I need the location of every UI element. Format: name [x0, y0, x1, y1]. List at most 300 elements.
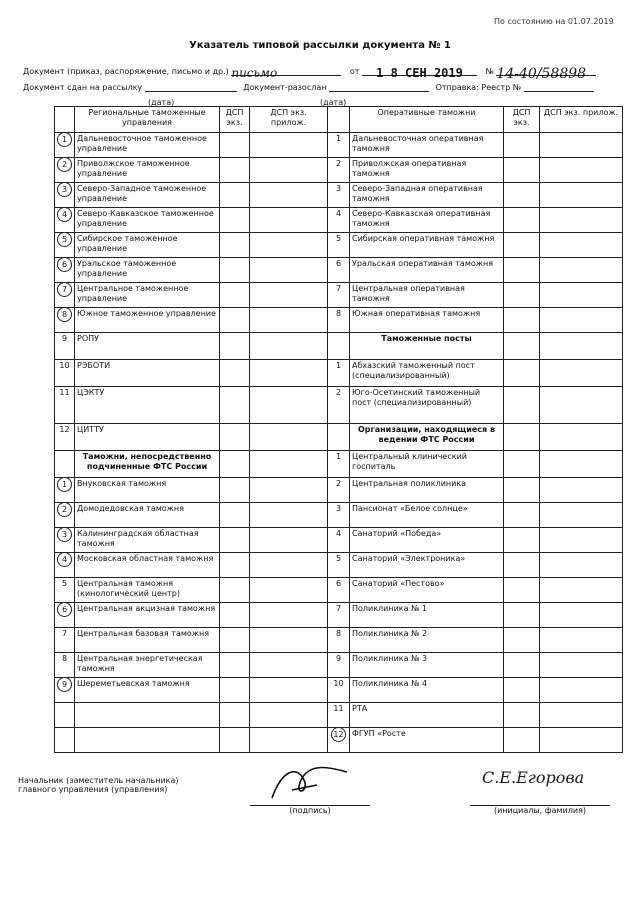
- document-line: [23, 66, 596, 82]
- right-number: [328, 603, 350, 628]
- right-number-text: 5: [335, 554, 342, 563]
- right-name: [350, 424, 504, 451]
- right-number: [328, 387, 350, 424]
- left-dsp-ekz: [220, 478, 250, 503]
- right-dsp-pril: [540, 333, 623, 360]
- right-name-text: Северо-Кавказская оперативная таможня: [352, 209, 491, 228]
- right-name: [350, 503, 504, 528]
- right-dsp-ekz: [504, 603, 540, 628]
- left-dsp-ekz: [220, 424, 250, 451]
- right-dsp-ekz: [504, 528, 540, 553]
- left-name-text: ЦИТТУ: [77, 425, 104, 434]
- right-dsp-ekz: [504, 283, 540, 308]
- left-dsp-ekz: [220, 360, 250, 387]
- head-label-line-2: главного управления (управления): [18, 785, 168, 794]
- left-dsp-ekz: [220, 283, 250, 308]
- head-label: [18, 776, 179, 794]
- table-row: [55, 703, 623, 728]
- col-header-dsp-ekz-right: ДСП экз.: [504, 107, 540, 133]
- left-number-text: 1: [57, 133, 72, 148]
- right-name-text: Приволжская оперативная таможня: [352, 159, 467, 178]
- right-name: [350, 678, 504, 703]
- right-name-text: Санаторий «Пестово»: [352, 579, 445, 588]
- right-number: [328, 703, 350, 728]
- left-name-text: Домодедовская таможня: [77, 504, 184, 513]
- right-name-text: Поликлиника № 1: [352, 604, 428, 613]
- distribution-table: [54, 106, 623, 753]
- right-dsp-ekz: [504, 553, 540, 578]
- left-name: [75, 387, 220, 424]
- right-name-text: Поликлиника № 2: [352, 629, 428, 638]
- left-name: [75, 308, 220, 333]
- right-number: [328, 728, 350, 753]
- right-number-text: 4: [335, 529, 342, 538]
- right-number-text: 10: [333, 679, 344, 688]
- right-name-text: Центральная оперативная таможня: [352, 284, 465, 303]
- right-dsp-pril: [540, 233, 623, 258]
- left-number-text: 4: [57, 553, 72, 568]
- left-dsp-ekz: [220, 308, 250, 333]
- left-number-text: 2: [57, 503, 72, 518]
- right-name-text: Южная оперативная таможня: [352, 309, 481, 318]
- table-row: [55, 451, 623, 478]
- left-dsp-ekz: [220, 258, 250, 283]
- left-name: [75, 233, 220, 258]
- right-number-text: 5: [335, 234, 342, 243]
- left-dsp-ekz: [220, 528, 250, 553]
- left-number: [55, 678, 75, 703]
- left-dsp-ekz: [220, 678, 250, 703]
- left-name-text: Шереметьевская таможня: [77, 679, 190, 688]
- left-number-text: 7: [61, 629, 68, 638]
- right-number-text: 4: [335, 209, 342, 218]
- table-row: [55, 553, 623, 578]
- right-dsp-ekz: [504, 703, 540, 728]
- right-dsp-pril: [540, 653, 623, 678]
- table-row: [55, 578, 623, 603]
- left-number-text: 4: [57, 208, 72, 223]
- left-dsp-pril: [250, 503, 328, 528]
- left-name: [75, 678, 220, 703]
- left-number: [55, 208, 75, 233]
- right-name: [350, 333, 504, 360]
- left-name-text: Центральная акцизная таможня: [77, 604, 216, 613]
- left-number-text: 3: [57, 183, 72, 198]
- right-number: [328, 158, 350, 183]
- left-name: [75, 503, 220, 528]
- left-number: [55, 258, 75, 283]
- right-dsp-pril: [540, 283, 623, 308]
- left-dsp-ekz: [220, 728, 250, 753]
- left-dsp-ekz: [220, 653, 250, 678]
- left-name: [75, 603, 220, 628]
- right-dsp-ekz: [504, 233, 540, 258]
- left-number: [55, 360, 75, 387]
- table-row: [55, 233, 623, 258]
- right-dsp-ekz: [504, 478, 540, 503]
- sent-line: [23, 82, 594, 92]
- right-number: [328, 133, 350, 158]
- right-dsp-pril: [540, 360, 623, 387]
- left-dsp-pril: [250, 387, 328, 424]
- left-dsp-pril: [250, 283, 328, 308]
- left-name: [75, 451, 220, 478]
- date-caption-left: (дата): [148, 98, 175, 107]
- right-dsp-ekz: [504, 503, 540, 528]
- signature-mark: [262, 760, 352, 805]
- left-name-text: РЭБОТИ: [77, 361, 111, 370]
- right-name-text: Юго-Осетинский таможенный пост (специализированный): [352, 388, 481, 407]
- right-number: [328, 360, 350, 387]
- table-row: [55, 258, 623, 283]
- right-dsp-ekz: [504, 578, 540, 603]
- left-number-text: 9: [57, 678, 72, 693]
- left-dsp-pril: [250, 678, 328, 703]
- right-name-text: Абхазский таможенный пост (специализированный): [352, 361, 475, 380]
- doc-date-stamp: 1 8 СЕН 2019: [376, 66, 463, 80]
- left-name: [75, 528, 220, 553]
- col-header-operative: Оперативные таможни: [350, 107, 504, 133]
- table-row: [55, 183, 623, 208]
- sent-label: Документ сдан на рассылку: [23, 83, 143, 92]
- left-name-text: Центральная базовая таможня: [77, 629, 210, 638]
- left-number-text: 7: [57, 283, 72, 298]
- right-name-text: Пансионат «Белое солнце»: [352, 504, 468, 513]
- right-number: [328, 208, 350, 233]
- left-name-text: Дальневосточное таможенное управление: [77, 134, 207, 153]
- left-name: [75, 258, 220, 283]
- right-dsp-pril: [540, 528, 623, 553]
- right-dsp-pril: [540, 678, 623, 703]
- right-number-text: 12: [331, 728, 346, 743]
- right-number: [328, 528, 350, 553]
- right-dsp-ekz: [504, 208, 540, 233]
- left-dsp-pril: [250, 233, 328, 258]
- left-name: [75, 333, 220, 360]
- right-name: [350, 578, 504, 603]
- table-row: [55, 528, 623, 553]
- left-number: [55, 308, 75, 333]
- number-label: №: [485, 67, 494, 76]
- left-dsp-pril: [250, 158, 328, 183]
- right-number: [328, 333, 350, 360]
- table-row: [55, 333, 623, 360]
- right-dsp-pril: [540, 208, 623, 233]
- left-name-text: Приволжское таможенное управление: [77, 159, 190, 178]
- left-name: [75, 183, 220, 208]
- sending-label: Отправка: Реестр №: [435, 83, 522, 92]
- left-dsp-pril: [250, 653, 328, 678]
- left-name: [75, 360, 220, 387]
- right-name: [350, 628, 504, 653]
- col-header-dsp-ekz: ДСП экз.: [220, 107, 250, 133]
- right-number: [328, 628, 350, 653]
- left-dsp-pril: [250, 553, 328, 578]
- right-number: [328, 283, 350, 308]
- left-number: [55, 451, 75, 478]
- left-name: [75, 208, 220, 233]
- right-name: [350, 703, 504, 728]
- right-number: [328, 478, 350, 503]
- right-number: [328, 308, 350, 333]
- right-dsp-ekz: [504, 360, 540, 387]
- right-name: [350, 233, 504, 258]
- left-number: [55, 603, 75, 628]
- left-number: [55, 728, 75, 753]
- left-dsp-ekz: [220, 208, 250, 233]
- left-name-text: Московская областная таможня: [77, 554, 214, 563]
- left-number: [55, 528, 75, 553]
- left-dsp-pril: [250, 308, 328, 333]
- right-name: [350, 308, 504, 333]
- left-number-text: 11: [59, 388, 70, 397]
- right-dsp-pril: [540, 133, 623, 158]
- right-number: [328, 653, 350, 678]
- left-dsp-pril: [250, 578, 328, 603]
- left-dsp-pril: [250, 703, 328, 728]
- right-number: [328, 183, 350, 208]
- right-number-text: 8: [335, 629, 342, 638]
- left-name: [75, 703, 220, 728]
- right-dsp-pril: [540, 578, 623, 603]
- left-number-text: 6: [57, 603, 72, 618]
- right-name-text: Санаторий «Электроника»: [352, 554, 466, 563]
- right-dsp-pril: [540, 451, 623, 478]
- table-row: [55, 478, 623, 503]
- left-name-text: Сибирское таможенное управление: [77, 234, 178, 253]
- left-number: [55, 233, 75, 258]
- left-number: [55, 503, 75, 528]
- right-dsp-ekz: [504, 258, 540, 283]
- left-dsp-pril: [250, 628, 328, 653]
- right-number-text: 6: [335, 259, 342, 268]
- right-number-text: 2: [335, 159, 342, 168]
- right-name-text: Санаторий «Победа»: [352, 529, 442, 538]
- right-dsp-pril: [540, 503, 623, 528]
- table-row: [55, 360, 623, 387]
- right-name: [350, 133, 504, 158]
- right-name: [350, 728, 504, 753]
- left-dsp-ekz: [220, 387, 250, 424]
- left-number-text: 8: [61, 654, 68, 663]
- left-number: [55, 183, 75, 208]
- document-title: Указатель типовой рассылки документа № 1: [189, 40, 451, 51]
- left-name: [75, 553, 220, 578]
- right-number-text: 7: [335, 604, 342, 613]
- right-number-text: 1: [335, 134, 342, 143]
- right-number: [328, 553, 350, 578]
- left-number-text: 5: [61, 579, 68, 588]
- left-name-text: Центральное таможенное управление: [77, 284, 189, 303]
- left-dsp-ekz: [220, 183, 250, 208]
- left-name: [75, 578, 220, 603]
- left-number-text: 1: [57, 478, 72, 493]
- right-name: [350, 283, 504, 308]
- left-dsp-pril: [250, 424, 328, 451]
- right-number-text: 2: [335, 479, 342, 488]
- status-date: По состоянию на 01.07.2019: [494, 17, 614, 26]
- right-dsp-ekz: [504, 133, 540, 158]
- right-number: [328, 424, 350, 451]
- right-number: [328, 578, 350, 603]
- left-dsp-pril: [250, 258, 328, 283]
- right-dsp-pril: [540, 728, 623, 753]
- table-row: [55, 628, 623, 653]
- left-dsp-ekz: [220, 333, 250, 360]
- table-row: [55, 653, 623, 678]
- left-dsp-pril: [250, 528, 328, 553]
- left-dsp-pril: [250, 183, 328, 208]
- doc-number-handwritten: 14-40/58898: [496, 66, 587, 82]
- left-number: [55, 653, 75, 678]
- left-number: [55, 333, 75, 360]
- left-number: [55, 478, 75, 503]
- left-number-text: 10: [59, 361, 70, 370]
- left-number-text: 9: [61, 334, 68, 343]
- right-name-text: Центральная поликлиника: [352, 479, 467, 488]
- right-number-text: 3: [335, 184, 342, 193]
- col-header-dsp-pril-right: ДСП экз. прилож.: [540, 107, 623, 133]
- right-dsp-pril: [540, 628, 623, 653]
- left-number-text: 12: [59, 425, 70, 434]
- right-name-text: Организации, находящиеся в ведении ФТС России: [357, 425, 496, 444]
- right-name: [350, 653, 504, 678]
- right-number-text: 9: [335, 654, 342, 663]
- table-header-row: [55, 107, 623, 133]
- left-name-text: Северо-Кавказское таможенное управление: [77, 209, 214, 228]
- right-dsp-pril: [540, 183, 623, 208]
- left-dsp-ekz: [220, 233, 250, 258]
- right-name: [350, 183, 504, 208]
- table-row: [55, 503, 623, 528]
- right-number-text: 11: [333, 704, 344, 713]
- right-name-text: Поликлиника № 3: [352, 654, 428, 663]
- left-dsp-ekz: [220, 628, 250, 653]
- left-name-text: Калининградская областная таможня: [77, 529, 199, 548]
- head-label-line-1: Начальник (заместитель начальника): [18, 776, 179, 785]
- table-row: [55, 208, 623, 233]
- left-name: [75, 653, 220, 678]
- left-name-text: Южное таможенное управление: [77, 309, 216, 318]
- left-name: [75, 478, 220, 503]
- right-dsp-pril: [540, 424, 623, 451]
- right-number-text: 7: [335, 284, 342, 293]
- right-dsp-ekz: [504, 628, 540, 653]
- right-dsp-pril: [540, 553, 623, 578]
- table-row: [55, 133, 623, 158]
- left-dsp-pril: [250, 478, 328, 503]
- left-name-text: ЦЭКТУ: [77, 388, 105, 397]
- right-number-text: 1: [335, 452, 342, 461]
- left-dsp-ekz: [220, 703, 250, 728]
- right-name: [350, 360, 504, 387]
- left-number: [55, 424, 75, 451]
- right-number: [328, 451, 350, 478]
- right-name-text: Поликлиника № 4: [352, 679, 428, 688]
- right-name-text: Уральская оперативная таможня: [352, 259, 494, 268]
- right-dsp-pril: [540, 703, 623, 728]
- left-number: [55, 578, 75, 603]
- left-number-text: 8: [57, 308, 72, 323]
- left-name: [75, 158, 220, 183]
- left-number-text: 5: [57, 233, 72, 248]
- left-dsp-pril: [250, 603, 328, 628]
- table-row: [55, 308, 623, 333]
- left-dsp-pril: [250, 728, 328, 753]
- right-name-text: Северо-Западная оперативная таможня: [352, 184, 483, 203]
- left-name-text: Северо-Западное таможенное управление: [77, 184, 207, 203]
- right-dsp-pril: [540, 603, 623, 628]
- left-dsp-pril: [250, 451, 328, 478]
- right-number: [328, 503, 350, 528]
- left-number: [55, 628, 75, 653]
- left-dsp-pril: [250, 208, 328, 233]
- name-handwritten: С.Е.Егорова: [482, 768, 585, 787]
- right-dsp-pril: [540, 478, 623, 503]
- left-number: [55, 553, 75, 578]
- left-number-text: 2: [57, 158, 72, 173]
- table-row: [55, 678, 623, 703]
- right-dsp-pril: [540, 158, 623, 183]
- left-number: [55, 283, 75, 308]
- left-dsp-pril: [250, 333, 328, 360]
- right-number-text: 6: [335, 579, 342, 588]
- right-dsp-ekz: [504, 308, 540, 333]
- left-name: [75, 728, 220, 753]
- right-number: [328, 258, 350, 283]
- right-dsp-ekz: [504, 678, 540, 703]
- left-name: [75, 628, 220, 653]
- left-dsp-ekz: [220, 603, 250, 628]
- left-name-text: РОПУ: [77, 334, 100, 343]
- right-dsp-ekz: [504, 333, 540, 360]
- right-dsp-pril: [540, 258, 623, 283]
- right-dsp-pril: [540, 308, 623, 333]
- left-name-text: Центральная энергетическая таможня: [77, 654, 203, 673]
- table-row: [55, 283, 623, 308]
- right-name-text: Центральный клинический госпиталь: [352, 452, 467, 471]
- left-dsp-pril: [250, 133, 328, 158]
- right-dsp-ekz: [504, 728, 540, 753]
- date-caption-right: (дата): [320, 98, 347, 107]
- left-name: [75, 424, 220, 451]
- right-name: [350, 158, 504, 183]
- left-dsp-ekz: [220, 158, 250, 183]
- right-number: [328, 233, 350, 258]
- right-name: [350, 208, 504, 233]
- left-name-text: Таможни, непосредственно подчиненные ФТС России: [82, 452, 212, 471]
- right-name: [350, 387, 504, 424]
- left-name: [75, 283, 220, 308]
- from-label: от: [349, 67, 360, 76]
- right-name-text: РТА: [352, 704, 368, 713]
- table-row: [55, 387, 623, 424]
- right-number-text: 8: [335, 309, 342, 318]
- right-dsp-ekz: [504, 653, 540, 678]
- doc-type-handwritten: письмо: [231, 66, 278, 80]
- table-row: [55, 603, 623, 628]
- right-dsp-ekz: [504, 424, 540, 451]
- left-number: [55, 703, 75, 728]
- table-row: [55, 728, 623, 753]
- left-dsp-ekz: [220, 578, 250, 603]
- left-number: [55, 158, 75, 183]
- left-name-text: Внуковская таможня: [77, 479, 167, 488]
- right-name: [350, 478, 504, 503]
- left-dsp-ekz: [220, 553, 250, 578]
- right-number-text: 1: [335, 361, 342, 370]
- left-dsp-ekz: [220, 133, 250, 158]
